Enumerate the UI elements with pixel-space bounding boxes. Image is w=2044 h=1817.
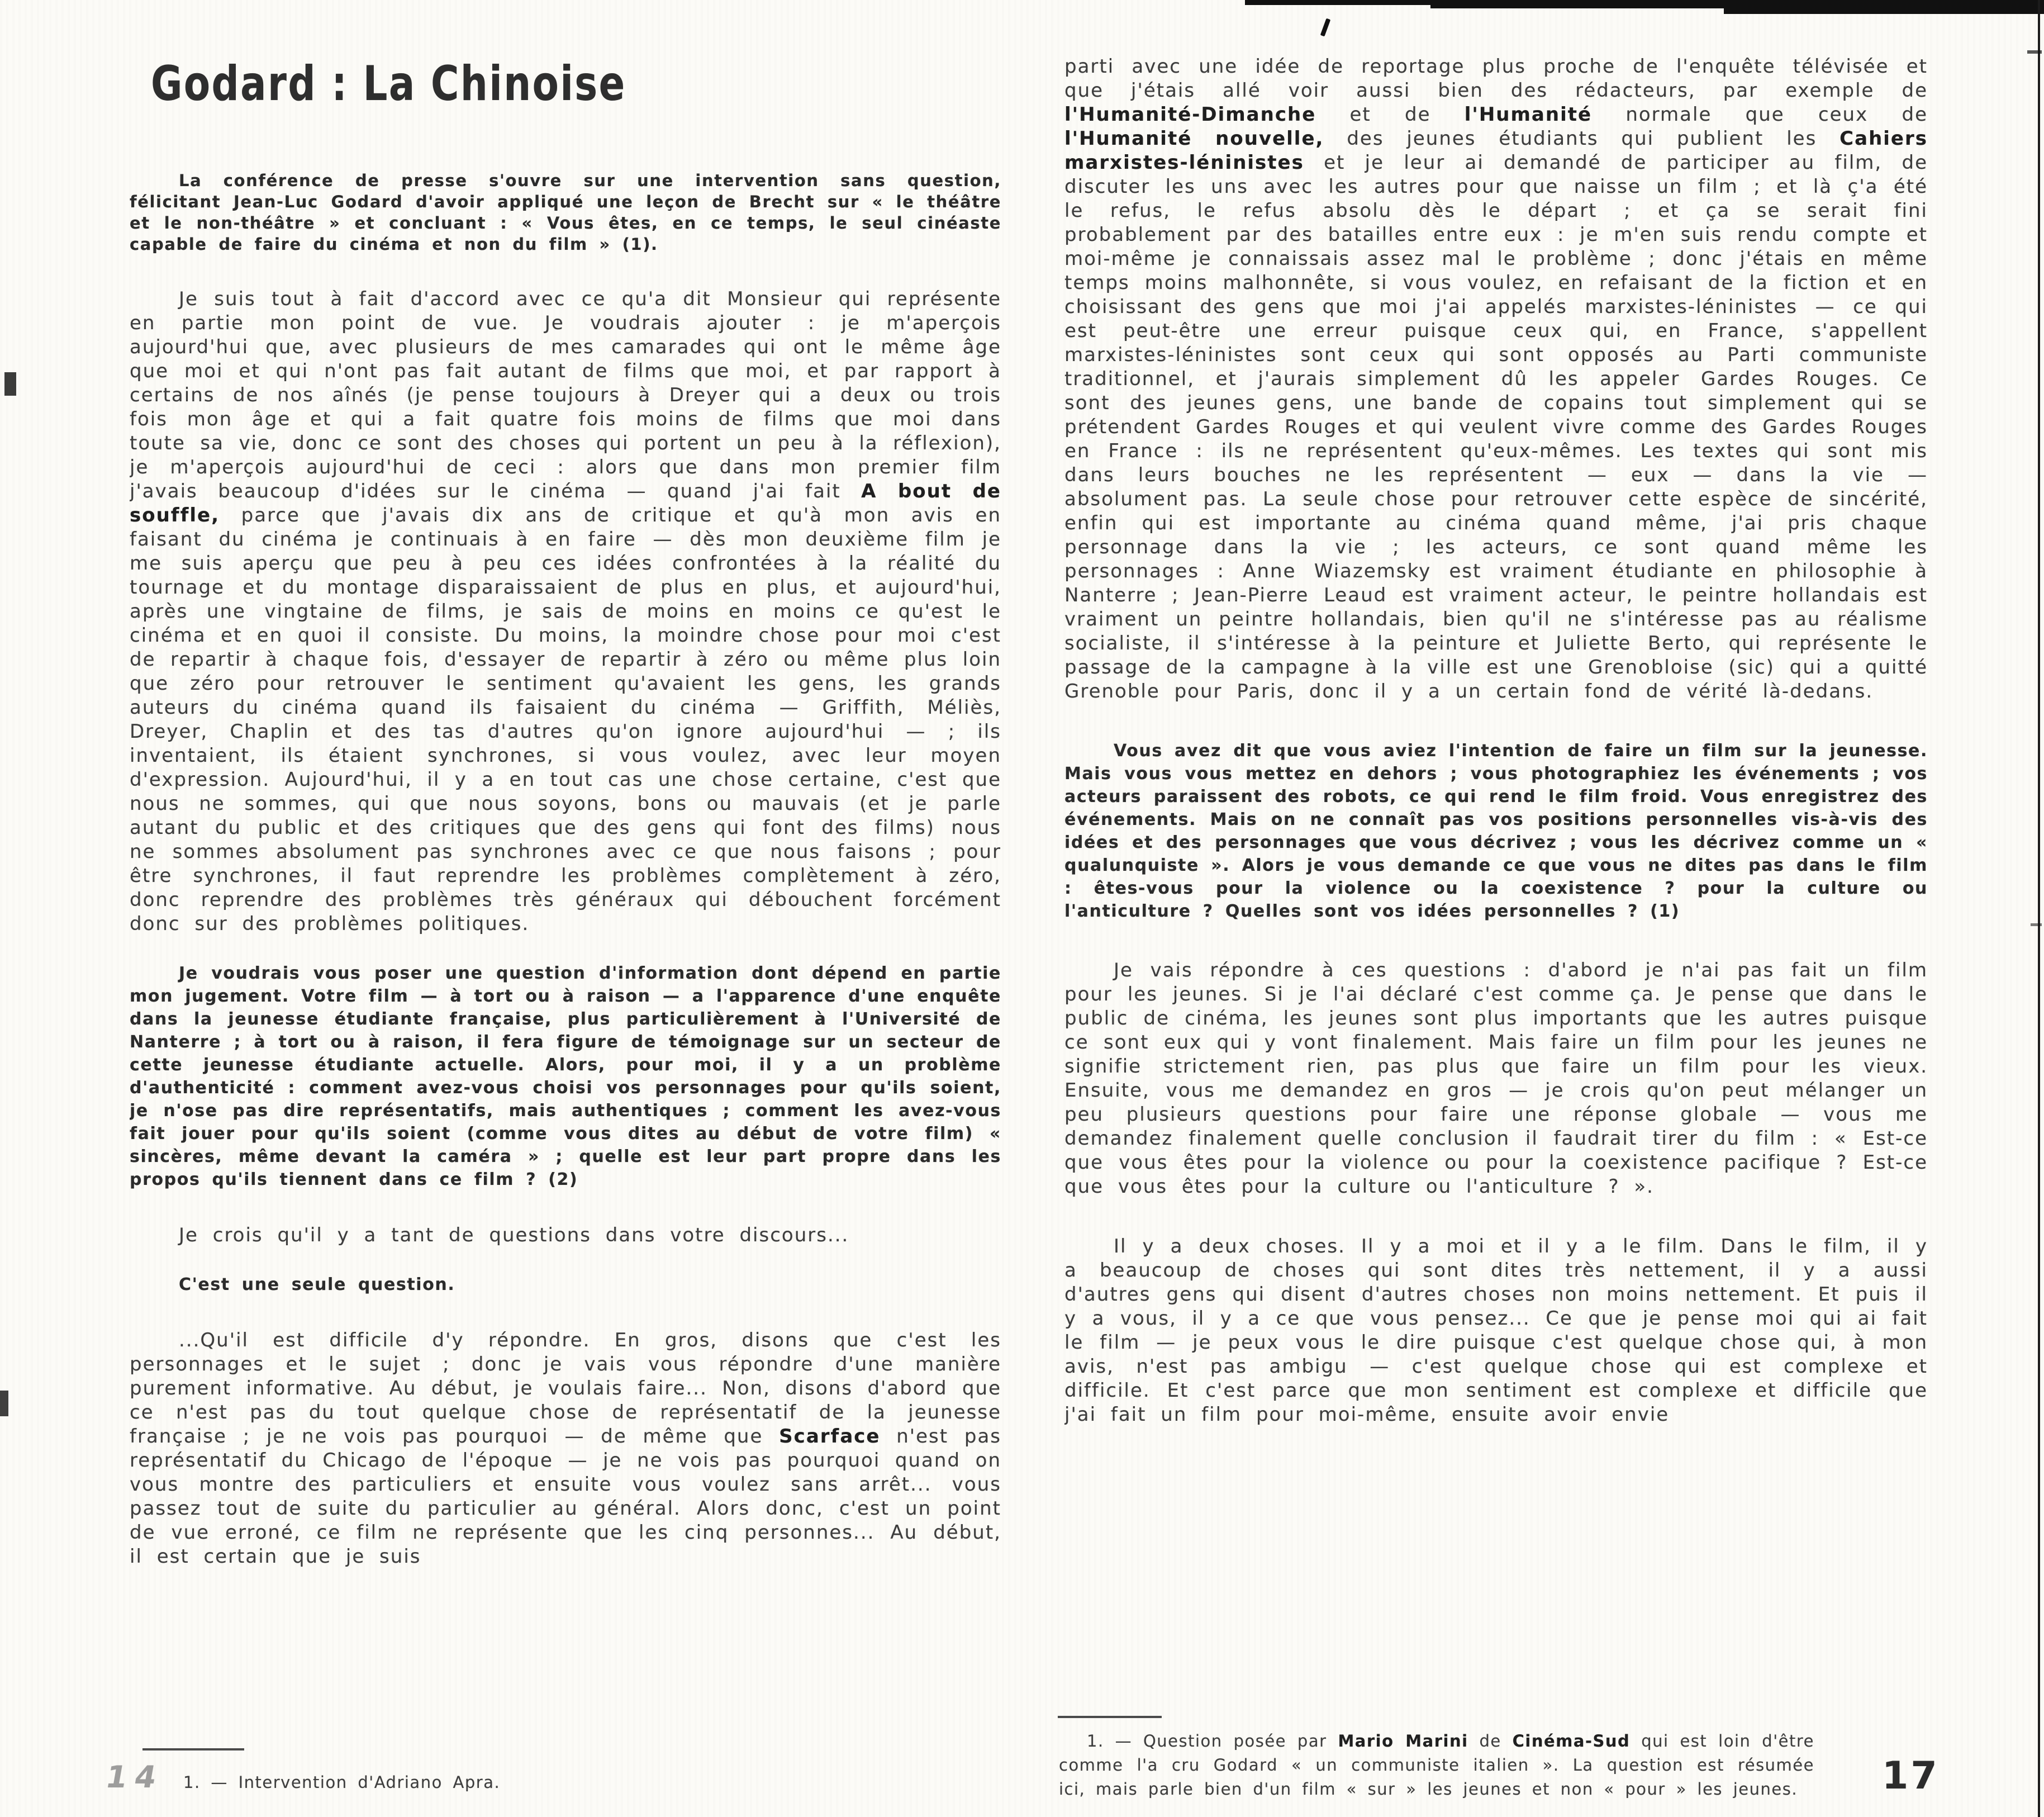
footnote-left: 1. — Intervention d'Adriano Apra. <box>183 1773 501 1792</box>
left-page-text <box>130 170 1001 1569</box>
left-page-text-paragraph-3: Je voudrais vous poser une question d'information dont dépend en partie mon jugement. Votre film — à tort ou à raison — a l'apparence d'une enquête dans la jeunesse étudiante française, plus particulièrement à l'Université de Nanterre ; à tort ou à raison, il fera figure de témoignage sur un secteur de cette jeunesse étudiante actuelle. Alors, pour moi, il y a un problème d'authenticité : comment avez-vous choisi vos personnages pour qu'ils soient, je n'ose pas dire représentatifs, mais authentiques ; comment les avez-vous fait jouer pour qu'ils soient (comme vous dites au début de votre film) « sincères, même devant la caméra » ; quelle est leur part propre dans les propos qu'ils tiennent dans ce film ? (2) <box>130 964 1001 1189</box>
ink-slash-mark <box>1320 18 1330 37</box>
left-page-text-paragraph-2: Je suis tout à fait d'accord avec ce qu'a dit Monsieur qui représente en partie mon point de vue. Je voudrais ajouter : je m'aperçois aujourd'hui que, avec plusieurs de mes camarades qui ont le même âge que moi et qui n'ont pas fait autant de films que moi, et par rapport à certains de nos aînés (je pense toujours à Dreyer qui a deux ou trois fois mon âge et qui a fait quatre fois moins de films que moi dans toute sa vie, donc ce sont des choses qui portent un peu à la réflexion), je m'aperçois aujourd'hui de ceci : alors que dans mon premier film j'avais beaucoup d'idées sur le cinéma — quand j'ai fait A bout de souffle, parce que j'avais dix ans de critique et qu'à mon avis en faisant du cinéma je continuais à en faire — dès mon deuxième film je me suis aperçu que peu à peu ces idées confrontées à la réalité du tournage et du montage disparaissaient de plus en plus, et aujourd'hui, après une vingtaine de films, je sais de moins en moins ce qu'est le cinéma et en quoi il consiste. Du moins, la moindre chose pour moi c'est de repartir à chaque fois, d'essayer de repartir à zéro ou même plus loin que zéro pour retrouver le sentiment qu'avaient les gens, les grands auteurs du cinéma quand ils faisaient du cinéma — Griffith, Méliès, Dreyer, Chaplin et des tas d'autres qu'on ignore aujourd'hui — ; ils inventaient, ils étaient synchrones, si vous voulez, avec leur moyen d'expression. Aujourd'hui, il y a en tout cas une chose certaine, c'est que nous ne sommes, qui que nous soyons, bons ou mauvais (et je parle autant du public et des critiques que des gens qui font des films) nous ne sommes absolument pas synchrones avec ce que nous faisons ; pour être synchrones, il faut reprendre les problèmes complètement à zéro, donc reprendre des problèmes très généraux qui débouchent forcément donc sur des problèmes politiques. <box>130 288 1001 935</box>
edge-tick-mark <box>2027 50 2042 54</box>
page-number-left: 14 <box>103 1759 167 1795</box>
footnote-divider <box>142 1748 244 1750</box>
left-page-column <box>130 56 1001 1741</box>
left-page-text-paragraph-6: ...Qu'il est difficile d'y répondre. En gros, disons que c'est les personnages et le sujet ; donc je vais vous répondre d'une manière purement informative. Au début, je voulais faire... Non, disons d'abord que ce n'est pas du tout quelque chose de représentatif de la jeunesse française ; je ne vois pas pourquoi — de même que Scarface n'est pas représentatif du Chicago de l'époque — je ne vois pas pourquoi quand on vous montre des particuliers et ensuite vous voulez sans arrêt... vous passez tout de suite du particulier au général. Alors donc, c'est un point de vue erroné, ce film ne représente que les cinq personnes... Au début, il est certain que je suis <box>130 1329 1001 1568</box>
right-page-text-paragraph-3: Je vais répondre à ces questions : d'abord je n'ai pas fait un film pour les jeunes. Si je l'ai déclaré c'est comme ça. Je pense que dans le public de cinéma, les jeunes sont plus importants que les autres puisque ce sont eux qui y vont finalement. Mais faire un film pour les jeunes ne signifie strictement rien, pas plus que faire un film pour les vieux. Ensuite, vous me demandez en gros — je crois qu'on peut mélanger un peu plusieurs questions pour faire une réponse globale — vous me demandez finalement quelle conclusion il faudrait tirer du film : « Est-ce que vous êtes pour la violence ou pour la coexistence pacifique ? Est-ce que vous êtes pour la culture ou l'anticulture ? ». <box>1064 959 1928 1198</box>
margin-ink-blot <box>4 372 16 396</box>
left-page-text-paragraph-4: Je crois qu'il y a tant de questions dans votre discours... <box>179 1224 849 1246</box>
left-page-text-paragraph-1: La conférence de presse s'ouvre sur une intervention sans question, félicitant Jean-Luc Godard d'avoir appliqué une leçon de Brecht sur « le théâtre et le non-théâtre » et concluant : « Vous êtes, en ce temps, le seul cinéaste capable de faire du cinéma et non du film » (1). <box>130 171 1001 254</box>
page-number-right: 17 <box>1882 1754 1940 1798</box>
right-page-column <box>1064 55 1928 1709</box>
right-page-text-paragraph-2: Vous avez dit que vous aviez l'intention de faire un film sur la jeunesse. Mais vous vous mettez en dehors ; vous photographiez les événements ; vos acteurs paraissent des robots, ce qui rend le film froid. Vous enregistrez des événements. Mais on ne connaît pas vos positions personnelles vis-à-vis des idées et des personnages que vous décrivez ; vous les décrivez comme un « qualunquiste ». Alors je vous demande ce que vous ne dites pas dans le film : êtes-vous pour la violence ou la coexistence ? pour la culture ou l'anticulture ? Quelles sont vos idées personnelles ? (1) <box>1064 741 1928 921</box>
scan-edge-band <box>1724 8 2044 14</box>
article-title <box>151 56 831 112</box>
right-page-text-paragraph-4: Il y a deux choses. Il y a moi et il y a le film. Dans le film, il y a beaucoup de choses qui sont dites très nettement, il y a aussi d'autres gens qui disent d'autres choses non moins nettement. Et puis il y a vous, il y a ce que vous pensez... Ce que je pense moi qui ai fait le film — je peux vous le dire puisque c'est quelque chose qui, à mon avis, n'est pas ambigu — c'est quelque chose qui est complexe et difficile. Et c'est parce que mon sentiment est complexe et difficile que j'ai fait un film pour moi-même, ensuite avoir envie <box>1064 1235 1928 1426</box>
footnote-right: 1. — Question posée par Mario Marini de Cinéma-Sud qui est loin d'être comme l'a cru Godard « un communiste italien ». La question est résumée ici, mais parle bien d'un film « sur » les jeunes et non « pour » les jeunes. <box>1059 1731 1815 1799</box>
right-page-text <box>1064 55 1928 1427</box>
margin-ink-blot <box>0 1391 8 1416</box>
left-page-text-paragraph-5: C'est une seule question. <box>179 1275 455 1294</box>
article-title-text: Godard : La Chinoise <box>151 56 626 112</box>
footnote-divider <box>1058 1716 1162 1718</box>
page-edge-line <box>2038 0 2040 1817</box>
edge-tick-mark <box>2031 923 2042 926</box>
right-page-text-paragraph-1: parti avec une idée de reportage plus proche de l'enquête télévisée et que j'étais allé voir aussi bien des rédacteurs, par exemple de l'Humanité-Dimanche et de l'Humanité normale que ceux de l'Humanité nouvelle, des jeunes étudiants qui publient les Cahiers marxistes-léninistes et je leur ai demandé de participer au film, de discuter les uns avec les autres pour que naisse un film ; et là ç'a été le refus, le refus absolu dès le départ ; et ça se serait fini probablement par des batailles entre eux : je m'en suis rendu compte et moi-même je connaissais assez mal le problème ; donc j'étais en même temps moins malhonnête, si vous voulez, en refaisant de la fiction et en choisissant des gens que moi j'ai appelés marxistes-léninistes — ce qui est peut-être une erreur puisque ceux qui, en France, s'appellent marxistes-léninistes sont ceux qui sont opposés au Parti communiste traditionnel, et j'aurais simplement dû les appeler Gardes Rouges. Ce sont des jeunes gens, une bande de copains tout simplement qui se prétendent Gardes Rouges et qui veulent vivre comme des Gardes Rouges en France : ils ne représentent qu'eux-mêmes. Les textes qui sont mis dans leurs bouches ne les représentent — eux — dans la vie — absolument pas. La seule chose pour retrouver cette espèce de sincérité, enfin qui est importante au cinéma quand même, j'ai pris chaque personnage dans la vie ; les acteurs, ce sont quand même les personnages : Anne Wiazemsky est vraiment étudiante en philosophie à Nanterre ; Jean-Pierre Leaud est vraiment acteur, le peintre hollandais est vraiment un peintre hollandais, bien qu'il ne s'intéresse pas au réalisme socialiste, il s'intéresse à la peinture et Juliette Berto, qui représente le passage de la campagne à la ville est une Grenobloise (sic) qui a quitté Grenoble pour Paris, donc il y a un certain fond de vérité là-dedans. <box>1064 55 1928 703</box>
